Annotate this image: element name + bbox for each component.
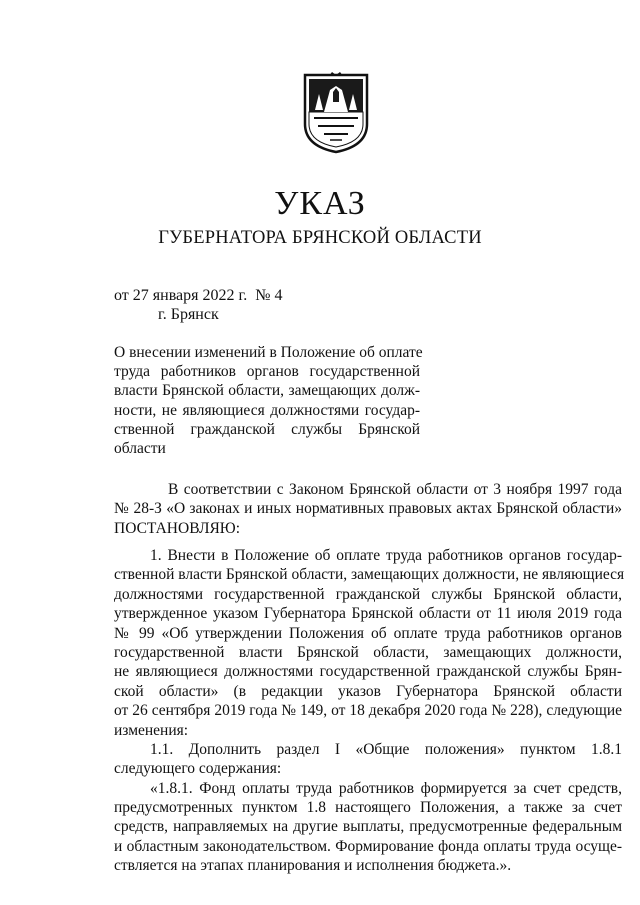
subject-line: труда работников органов государственной <box>114 363 420 381</box>
body-line: средств, направляемых на другие выплаты, предусмотренные федеральным <box>114 818 622 836</box>
preamble-line: В соответствии с Законом Брянской области от 3 ноября 1997 года <box>168 481 622 498</box>
body-line: 1.1. Дополнить раздел I «Общие положения» пунктом 1.8.1 <box>150 740 622 758</box>
body-line: от 26 сентября 2019 года № 149, от 18 декабря 2020 года № 228), следующие <box>114 702 622 720</box>
body-line: № 99 «Об утверждении Положения об оплате труда работников органов <box>114 624 622 642</box>
body-line: утвержденное указом Губернатора Брянской области от 11 июля 2019 года <box>114 605 622 623</box>
body-line: «1.8.1. Фонд оплаты труда работников формируется за счет средств, <box>150 779 622 797</box>
document-title: УКАЗ <box>274 185 366 222</box>
preamble-paragraph <box>114 480 622 538</box>
city-line: г. Брянск <box>158 306 219 323</box>
document-subtitle: ГУБЕРНАТОРА БРЯНСКОЙ ОБЛАСТИ <box>158 228 482 248</box>
coat-of-arms-emblem <box>302 72 370 154</box>
subject-line: области <box>114 439 166 457</box>
body-line: и областным законодательством. Формирование фонда оплаты труда осуще- <box>114 837 622 855</box>
subject-line: О внесении изменений в Положение об оплате <box>114 344 423 361</box>
body-line: должностями государственной гражданской службы Брянской области, <box>114 585 622 603</box>
body-line: ской области» (в редакции указов Губернатора Брянской области <box>114 682 622 700</box>
body-line: не являющиеся должностями государственной гражданской службы Брян- <box>114 663 622 681</box>
body-line: государственной власти Брянской области, замещающих должности, <box>114 643 622 661</box>
preamble-line: ПОСТАНОВЛЯЮ: <box>114 519 241 537</box>
subject-heading <box>114 343 423 458</box>
body-line: следующего содержания: <box>114 760 282 778</box>
body-line: 1. Внести в Положение об оплате труда работников органов государ- <box>150 547 622 564</box>
date-number-line: от 27 января 2022 г. № 4 <box>114 287 283 304</box>
main-body-text <box>114 546 625 876</box>
preamble-line: № 28-З «О законах и иных нормативных правовых актах Брянской области» <box>114 500 622 518</box>
body-line: предусмотренных пунктом 1.8 настоящего Положения, а также за счет <box>114 799 622 817</box>
body-line: изменения: <box>114 721 189 739</box>
body-line: ствляется на этапах планирования и исполнения бюджета.». <box>114 857 512 875</box>
body-line: ственной власти Брянской области, замещающих должности, не являющиеся <box>114 566 625 584</box>
subject-line: власти Брянской области, замещающих долж- <box>114 382 420 400</box>
subject-line: ности, не являющиеся должностями государ- <box>114 401 420 419</box>
subject-line: ственной гражданской службы Брянской <box>114 420 420 438</box>
